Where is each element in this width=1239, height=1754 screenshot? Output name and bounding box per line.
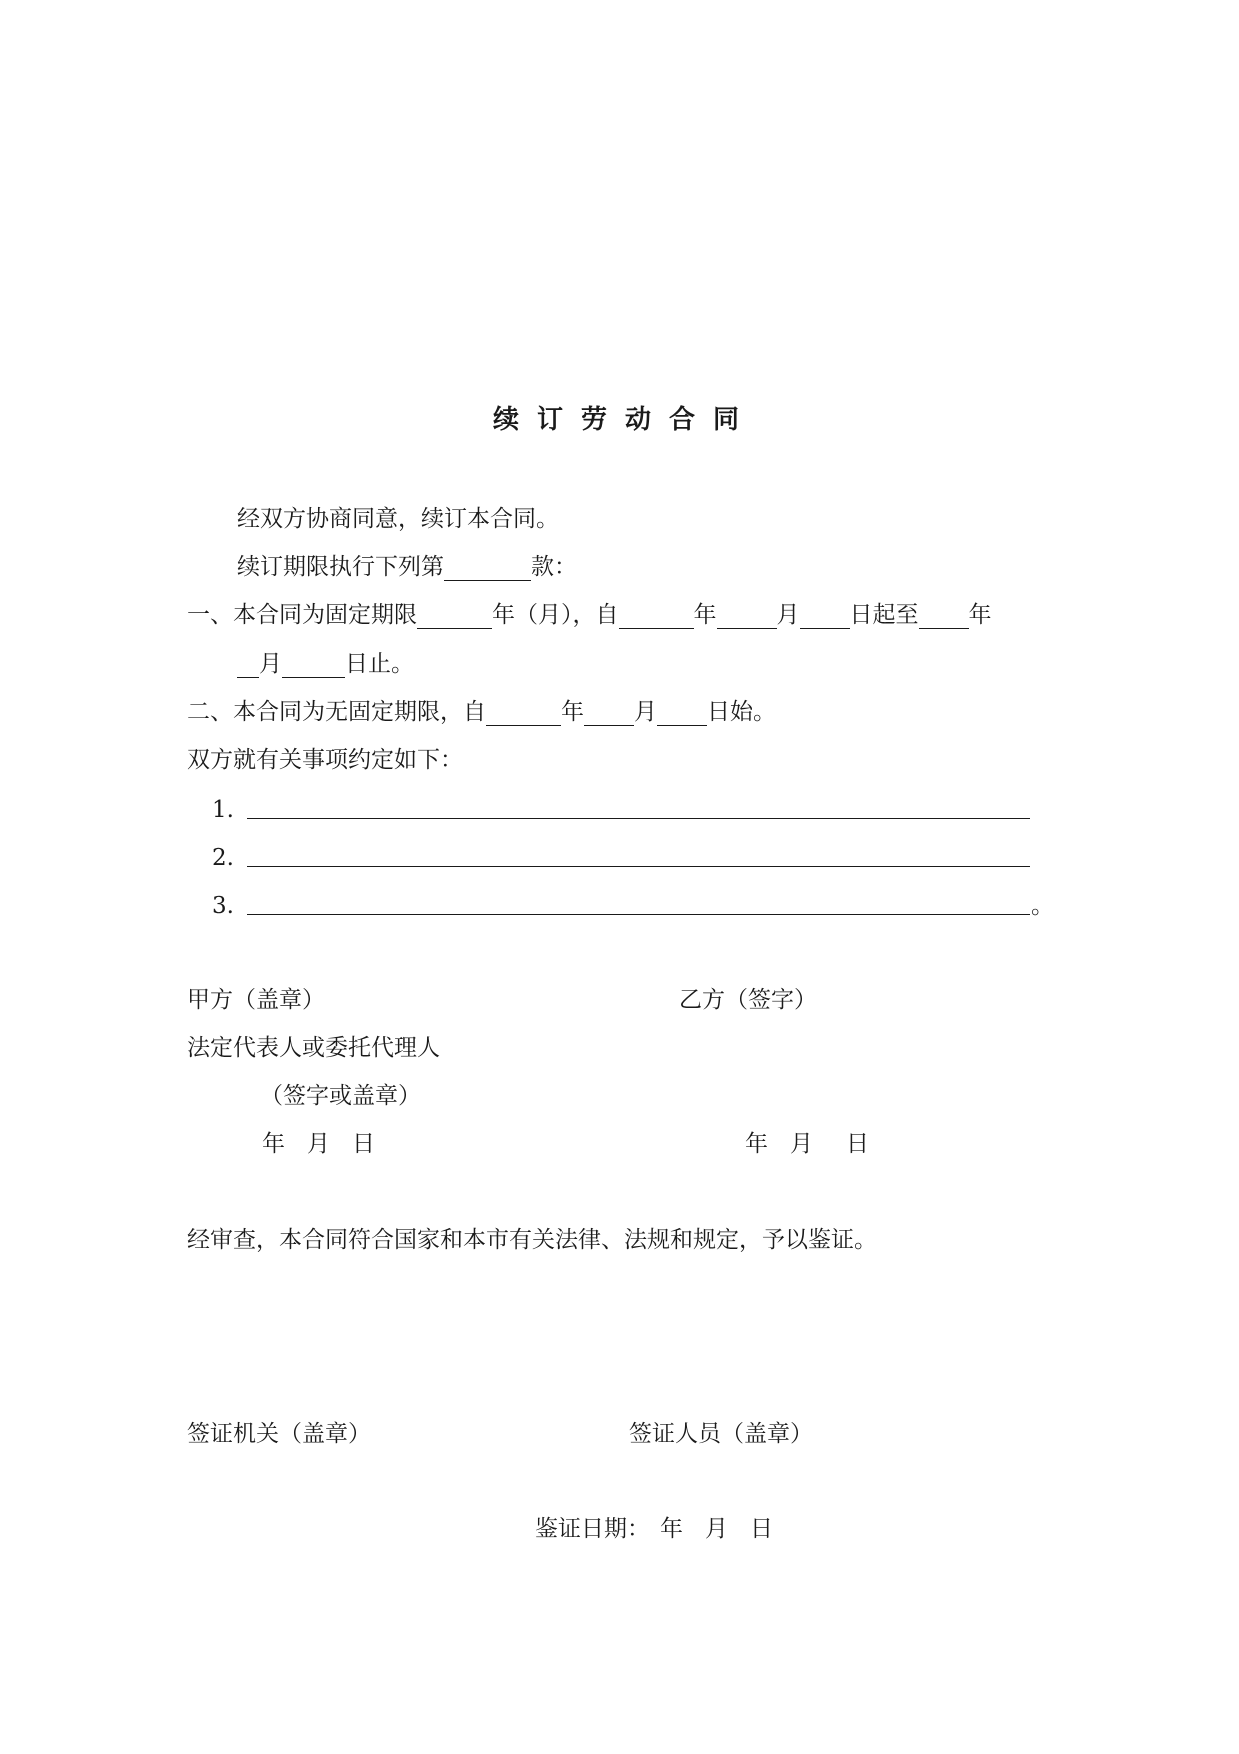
party-b-label: 乙方（签字） (679, 987, 817, 1013)
date-month: 月 (307, 1131, 330, 1157)
term-blank[interactable] (444, 556, 531, 581)
clause-2-text: 日始。 (707, 699, 776, 725)
date-day: 日 (846, 1131, 869, 1157)
item-end-mark: 。 (1031, 893, 1054, 919)
date-month: 月 (790, 1131, 813, 1157)
clause-2-text: 二、本合同为无固定期限，自 (187, 699, 486, 725)
clause-1-text: 年（月），自 (492, 602, 619, 628)
clause-1-text: 一、本合同为固定期限 (187, 602, 417, 628)
review-statement: 经审查，本合同符合国家和本市有关法律、法规和规定，予以鉴证。 (187, 1227, 877, 1253)
clause-2-blank-year[interactable] (486, 701, 561, 726)
date-day: 日 (750, 1516, 773, 1542)
clause-2-blank-day[interactable] (657, 701, 707, 726)
clause-1-text: 月 (776, 602, 800, 628)
party-a-date (262, 1130, 375, 1158)
item-number-3: 3. (212, 893, 234, 919)
term-prefix: 续订期限执行下列第 (237, 554, 444, 580)
clause-2-text: 月 (634, 699, 657, 725)
date-month: 月 (705, 1516, 728, 1542)
clause-1-blank-end-month[interactable] (237, 653, 259, 678)
term-suffix: 款： (531, 554, 577, 580)
clause-1-text: 年 (693, 602, 717, 628)
item-number-1: 1. (212, 797, 234, 823)
clause-1-blank-start-month[interactable] (717, 604, 777, 629)
cert-date-label: 鉴证日期： (535, 1516, 650, 1542)
clause-2-blank-month[interactable] (584, 701, 634, 726)
date-year: 年 (745, 1131, 768, 1157)
agree-text: 双方就有关事项约定如下： (187, 747, 463, 773)
cert-org-label: 签证机关（盖章） (187, 1421, 371, 1447)
item-line-1[interactable] (247, 818, 1030, 819)
clause-1-text: 日起至 (849, 602, 919, 628)
clause-1-blank-end-year[interactable] (919, 604, 969, 629)
sign-or-seal-label: （签字或盖章） (260, 1083, 421, 1109)
legal-rep-label: 法定代表人或委托代理人 (187, 1035, 440, 1061)
clause-1-text: 日止。 (345, 651, 414, 677)
cert-person-label: 签证人员（盖章） (629, 1421, 813, 1447)
date-year: 年 (660, 1516, 683, 1542)
intro-text: 经双方协商同意，续订本合同。 (237, 506, 559, 532)
page-title: 续订劳动合同 (493, 405, 758, 435)
clause-1-blank-start-day[interactable] (800, 604, 850, 629)
date-year: 年 (262, 1131, 285, 1157)
clause-1-text: 月 (259, 651, 282, 677)
item-number-2: 2. (212, 845, 234, 871)
clause-1-blank-term[interactable] (417, 604, 492, 629)
clause-1-blank-end-day[interactable] (282, 653, 345, 678)
clause-2-text: 年 (561, 699, 584, 725)
clause-2-line (187, 698, 776, 726)
party-a-label: 甲方（盖章） (187, 987, 325, 1013)
cert-date (535, 1515, 773, 1543)
item-line-3[interactable] (247, 914, 1030, 915)
clause-1-blank-start-year[interactable] (619, 604, 694, 629)
clause-1-line-2 (237, 650, 414, 678)
term-line (237, 553, 577, 581)
party-b-date (745, 1130, 869, 1158)
date-day: 日 (352, 1131, 375, 1157)
clause-1-line-1 (187, 601, 992, 629)
clause-1-text: 年 (968, 602, 992, 628)
item-line-2[interactable] (247, 866, 1030, 867)
